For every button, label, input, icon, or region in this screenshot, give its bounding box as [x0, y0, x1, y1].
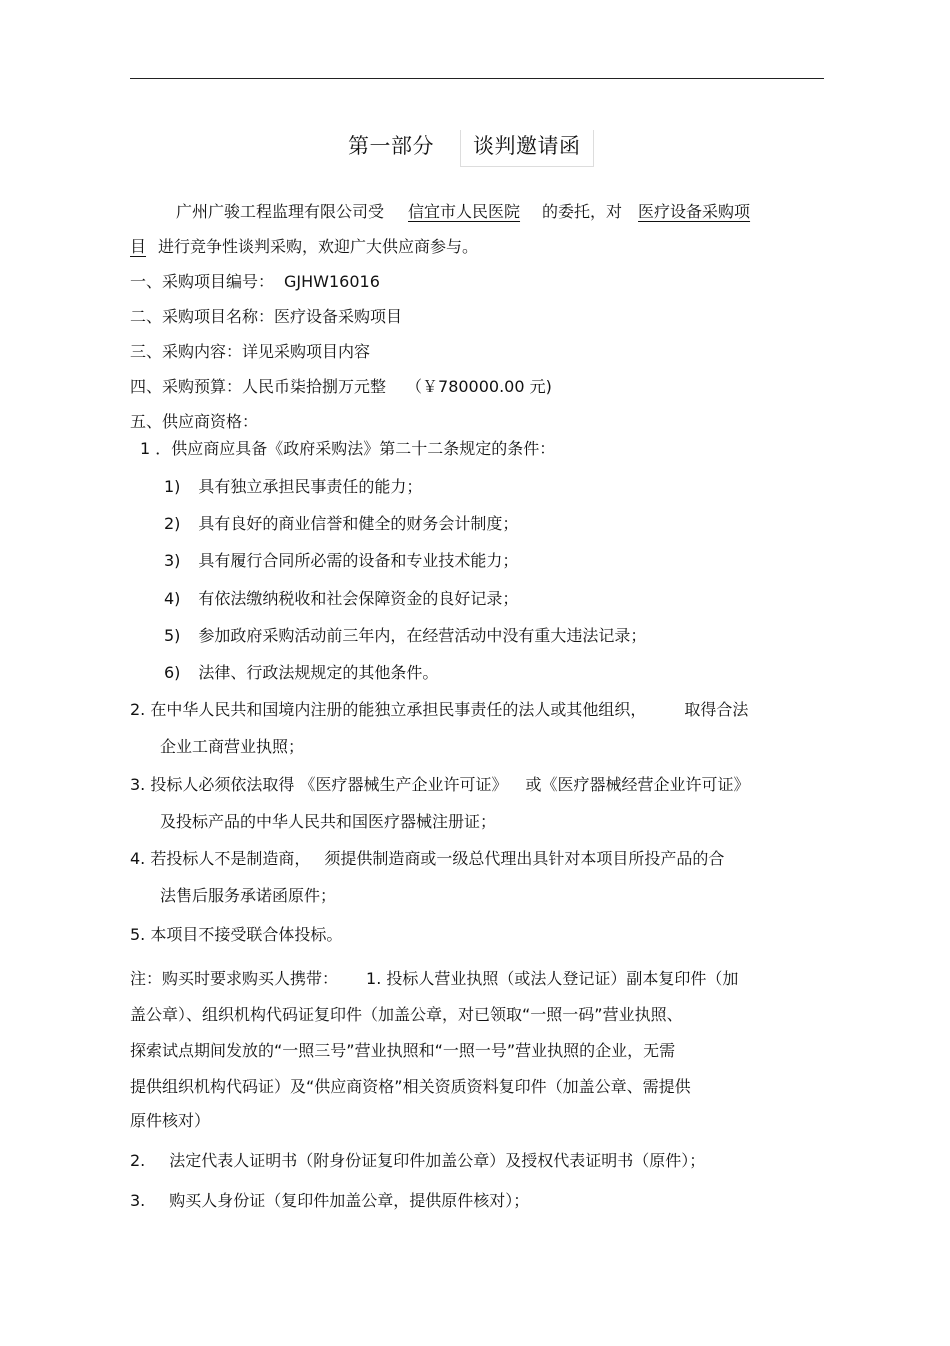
sub-text: 参加政府采购活动前三年内，在经营活动中没有重大违法记录；	[198, 626, 647, 645]
qual-3-line-1	[130, 774, 749, 796]
qual-sub-4	[164, 588, 518, 610]
project-number: GJHW16016	[284, 272, 380, 291]
budget-amount: （￥780000.00 元)	[406, 377, 552, 396]
title-part: 第一部分	[348, 134, 434, 158]
qual-2-line-1	[130, 699, 748, 721]
qual-sub-6	[164, 662, 438, 684]
intro-line-2	[130, 236, 478, 258]
sub-text: 法律、行政法规规定的其他条件。	[198, 663, 439, 682]
qual-4-line-1	[130, 848, 724, 870]
sub-number: 3)	[164, 551, 181, 570]
qual-5: 5. 本项目不接受联合体投标。	[130, 925, 343, 944]
note-text: 1. 投标人营业执照（或法人登记证）副本复印件（加	[366, 969, 739, 988]
sub-text: 具有良好的商业信誉和健全的财务会计制度；	[198, 514, 519, 533]
qual-sub-5	[164, 625, 646, 647]
item-content: 三、采购内容：详见采购项目内容	[130, 342, 371, 361]
note-item-text: 法定代表人证明书（附身份证复印件加盖公章）及授权代表证明书（原件）；	[169, 1151, 706, 1170]
qual-3-line-2: 及投标产品的中华人民共和国医疗器械注册证；	[160, 812, 497, 831]
project-name-a: 医疗设备采购项	[638, 202, 751, 221]
item-qualification: 五、供应商资格：	[130, 412, 259, 431]
sub-text: 有依法缴纳税收和社会保障资金的良好记录；	[198, 589, 519, 608]
page-title	[348, 130, 594, 167]
qual-4-text: 4. 若投标人不是制造商，	[130, 849, 311, 868]
qual-2-text: 2. 在中华人民共和国境内注册的能独立承担民事责任的法人或其他组织，	[130, 700, 647, 719]
project-name-b: 目	[130, 237, 147, 256]
intro-text-1: 广州广骏工程监理有限公司受	[176, 202, 385, 221]
qual-4-line-2: 法售后服务承诺函原件；	[160, 886, 337, 905]
sub-number: 2)	[164, 514, 181, 533]
qual-3-text: 3. 投标人必须依法取得 《医疗器械生产企业许可证》	[130, 775, 508, 794]
note-item-number: 2.	[130, 1151, 146, 1170]
item-project-number	[130, 271, 380, 293]
buyer-name: 信宜市人民医院	[408, 202, 521, 221]
note-line-3: 探索试点期间发放的“一照三号”营业执照和“一照一号”营业执照的企业，无需	[130, 1041, 676, 1060]
note-item-number: 3.	[130, 1191, 146, 1210]
qual-sub-3	[164, 550, 518, 572]
item-label: 一、采购项目编号：	[130, 272, 275, 291]
intro-line-1	[176, 201, 750, 223]
note-label: 注：购买时要求购买人携带：	[130, 969, 339, 988]
sub-text: 具有独立承担民事责任的能力；	[198, 477, 423, 496]
sub-text: 具有履行合同所必需的设备和专业技术能力；	[198, 551, 519, 570]
budget-label: 四、采购预算：人民币柒拾捌万元整	[130, 377, 387, 396]
sub-number: 1)	[164, 477, 181, 496]
note-item-2	[130, 1150, 705, 1172]
note-line-2: 盖公章）、组织机构代码证复印件（加盖公章，对已领取“一照一码”营业执照、	[130, 1005, 683, 1024]
note-item-text: 购买人身份证（复印件加盖公章，提供原件核对）；	[169, 1191, 530, 1210]
item-budget	[130, 376, 552, 398]
header-rule	[130, 78, 824, 79]
qual-1: 1 ．供应商应具备《政府采购法》第二十二条规定的条件：	[140, 439, 556, 458]
note-line-1	[130, 968, 738, 990]
sub-number: 6)	[164, 663, 181, 682]
qual-2-text-end: 取得合法	[684, 700, 749, 719]
qual-sub-1	[164, 476, 422, 498]
note-line-5: 原件核对）	[130, 1111, 211, 1130]
sub-number: 5)	[164, 626, 181, 645]
intro-text-2: 的委托，对	[542, 202, 623, 221]
item-project-name: 二、采购项目名称：医疗设备采购项目	[130, 307, 403, 326]
qual-sub-2	[164, 513, 518, 535]
qual-3-text-end: 或《医疗器械经营企业许可证》	[525, 775, 750, 794]
note-line-4: 提供组织机构代码证）及“供应商资格”相关资质资料复印件（加盖公章、需提供	[130, 1077, 691, 1096]
title-name: 谈判邀请函	[460, 130, 594, 167]
note-item-3	[130, 1190, 529, 1212]
sub-number: 4)	[164, 589, 181, 608]
qual-4-text-end: 须提供制造商或一级总代理出具针对本项目所投产品的合	[324, 849, 725, 868]
intro-text-3: 进行竞争性谈判采购，欢迎广大供应商参与。	[158, 237, 479, 256]
qual-2-line-2: 企业工商营业执照；	[160, 737, 305, 756]
